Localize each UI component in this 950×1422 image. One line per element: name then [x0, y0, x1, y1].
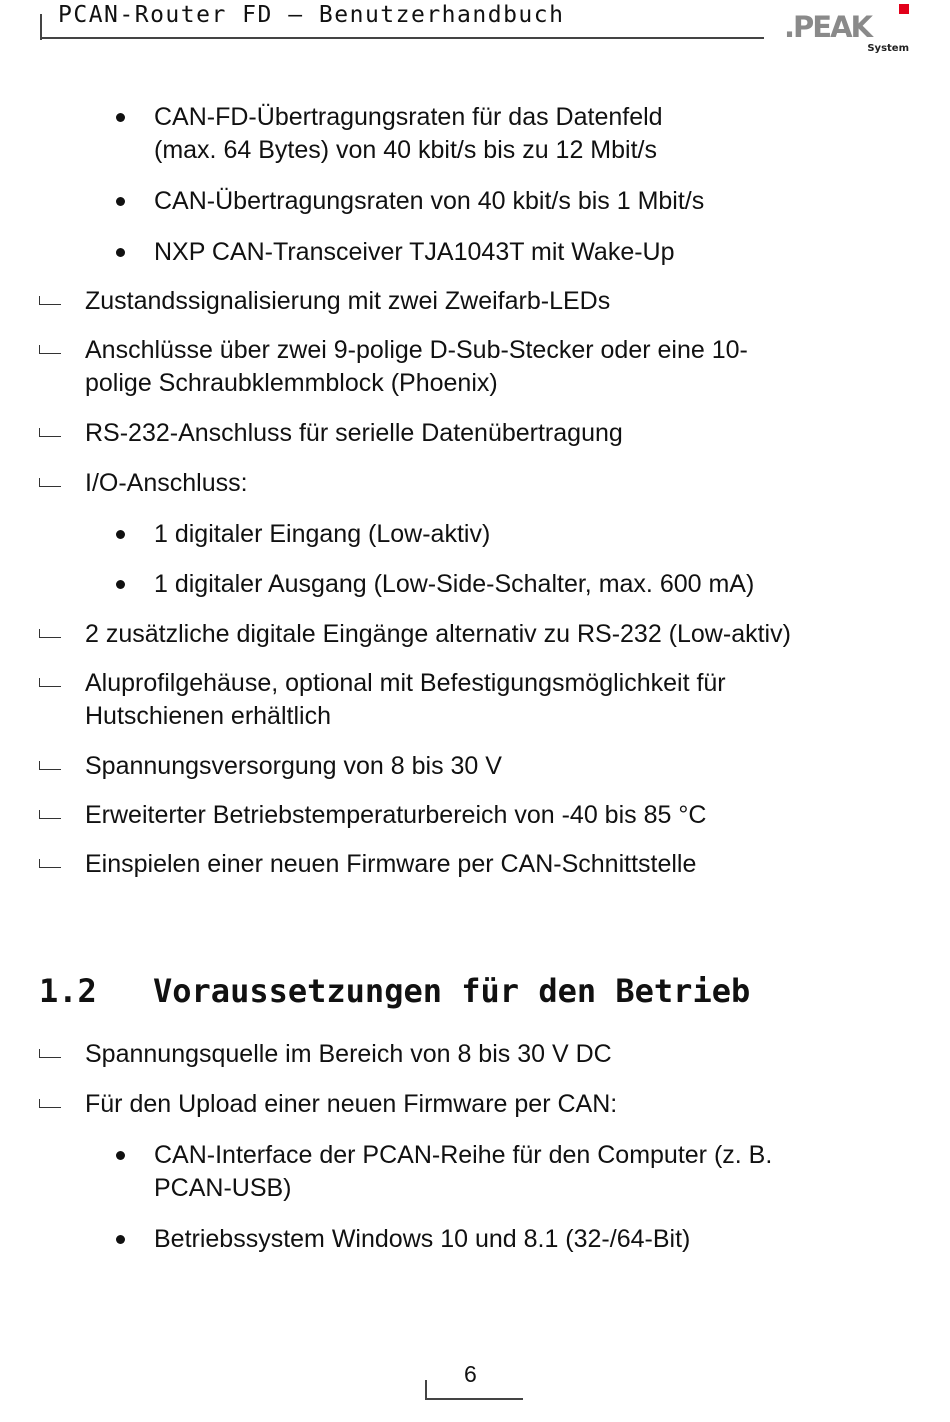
logo-subtext: System [867, 43, 909, 54]
logo-red-square-icon [899, 4, 909, 14]
section-title: Voraussetzungen für den Betrieb [153, 972, 751, 1010]
bullet-corner-icon [39, 345, 61, 354]
list-item: Für den Upload einer neuen Firmware per CAN: [85, 1090, 618, 1118]
list-item: 1 digitaler Eingang (Low-aktiv) [154, 520, 491, 548]
bullet-dot-icon [116, 1235, 125, 1244]
list-item: I/O-Anschluss: [85, 469, 248, 497]
bullet-corner-icon [39, 810, 61, 819]
bullet-dot-icon [116, 530, 125, 539]
bullet-corner-icon [39, 1049, 61, 1058]
peak-system-logo [782, 4, 912, 58]
list-item: Erweiterter Betriebstemperaturbereich von -40 bis 85 °C [85, 801, 707, 829]
list-item: CAN-Übertragungsraten von 40 kbit/s bis 1 Mbit/s [154, 187, 705, 215]
bullet-dot-icon [116, 197, 125, 206]
section-number: 1.2 [39, 972, 97, 1010]
list-item: Anschlüsse über zwei 9-polige D-Sub-Stecker oder eine 10- polige Schraubklemmblock (Phoenix) [85, 336, 748, 397]
bullet-dot-icon [116, 248, 125, 257]
list-item: Betriebssystem Windows 10 und 8.1 (32-/64-Bit) [154, 1225, 691, 1253]
list-item: Spannungsquelle im Bereich von 8 bis 30 V DC [85, 1040, 612, 1068]
list-item: CAN-Interface der PCAN-Reihe für den Computer (z. B. PCAN-USB) [154, 1141, 773, 1202]
header-title: PCAN-Router FD – Benutzerhandbuch [58, 2, 565, 28]
list-item: Zustandssignalisierung mit zwei Zweifarb-LEDs [85, 287, 611, 315]
bullet-corner-icon [39, 859, 61, 868]
logo-wordmark: .PEAK [784, 10, 871, 44]
bullet-corner-icon [39, 1099, 61, 1108]
list-item: Einspielen einer neuen Firmware per CAN-Schnittstelle [85, 850, 697, 878]
list-item: Spannungsversorgung von 8 bis 30 V [85, 752, 502, 780]
bullet-dot-icon [116, 1151, 125, 1160]
list-item: Aluprofilgehäuse, optional mit Befestigungsmöglichkeit für Hutschienen erhältlich [85, 669, 726, 730]
bullet-corner-icon [39, 761, 61, 770]
header-underline [40, 37, 764, 39]
bullet-corner-icon [39, 428, 61, 437]
bullet-corner-icon [39, 678, 61, 687]
bullet-corner-icon [39, 478, 61, 487]
list-item: 1 digitaler Ausgang (Low-Side-Schalter, max. 600 mA) [154, 570, 755, 598]
list-item: NXP CAN-Transceiver TJA1043T mit Wake-Up [154, 238, 675, 266]
bullet-dot-icon [116, 113, 125, 122]
list-item: CAN-FD-Übertragungsraten für das Datenfeld (max. 64 Bytes) von 40 kbit/s bis zu 12 Mbit/s [154, 103, 663, 164]
footer-underline [425, 1398, 523, 1400]
page-number: 6 [464, 1361, 477, 1387]
footer-rule [425, 1380, 427, 1400]
list-item: 2 zusätzliche digitale Eingänge alternativ zu RS-232 (Low-aktiv) [85, 620, 791, 648]
bullet-corner-icon [39, 296, 61, 305]
bullet-dot-icon [116, 580, 125, 589]
bullet-corner-icon [39, 629, 61, 638]
list-item: RS-232-Anschluss für serielle Datenübertragung [85, 419, 623, 447]
